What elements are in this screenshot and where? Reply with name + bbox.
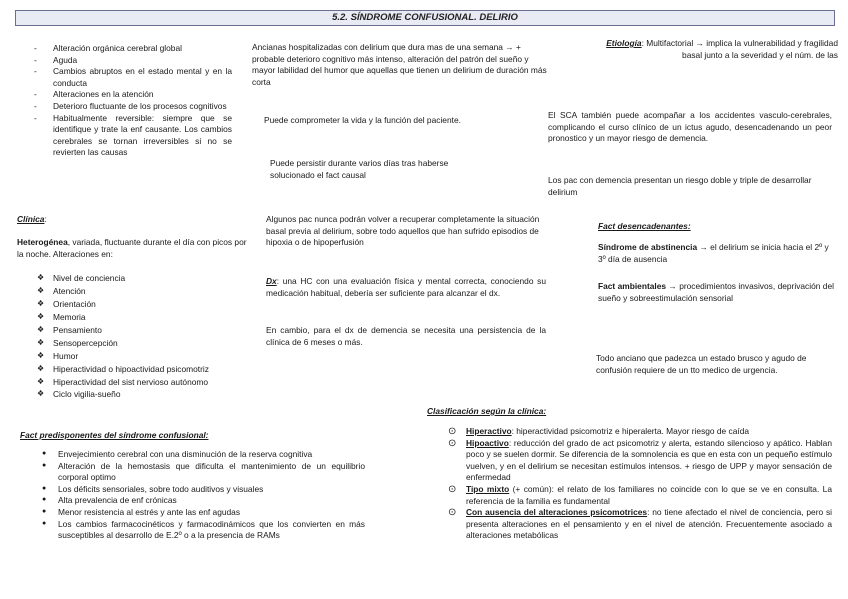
ambientales-label: Fact ambientales: [598, 281, 667, 291]
recovery-note: Algunos pac nunca podrán volver a recuperar completamente la situación basal previa al delirium, sobre todo aquellos que han sufrido episodios de hipoxia o de hipoperfusión: [266, 214, 540, 248]
list-item: ❖ Sensopercepción: [37, 337, 257, 350]
desencadenantes-heading: Fact desencadenantes:: [598, 221, 691, 231]
list-item: - Cambios abruptos en el estado mental y en la conducta: [32, 66, 232, 89]
abstinencia-note: [598, 242, 838, 265]
type-text: : no tiene afectado el nivel de conciencia, pero si presenta alteraciones en el pensamiento y en el nivel de atención. Frecuentemente asociado a alteraciones metabólicas: [466, 507, 832, 541]
list-item: ❖ Memoria: [37, 311, 257, 324]
list-item: ● Los cambios farmacocinéticos y farmacodinámicos que los convierten en más susceptibles al desarrollo de E.2º o a la presencia de RAMs: [40, 519, 365, 542]
characteristics-list: [32, 43, 232, 159]
list-item: ● Menor resistencia al estrés y ante las enf agudas: [40, 507, 365, 519]
list-item: ❖ Nivel de conciencia: [37, 272, 257, 285]
list-item: ❖ Orientación: [37, 298, 257, 311]
list-item: [448, 507, 832, 542]
list-item: [448, 484, 832, 507]
clinica-heading-label: Clínica: [17, 214, 45, 224]
type-label: Con ausencia del alteraciones psicomotrices: [466, 507, 648, 518]
clinica-list: [37, 272, 257, 401]
abstinencia-text: → el delirium se inicia hacia el 2º y 3º día de ausencia: [598, 242, 829, 264]
ambientales-note: [598, 281, 834, 304]
list-item: ● Alteración de la hemostasis que dificulta el mantenimiento de un equilibrio corporal optimo: [40, 461, 365, 484]
page-title: 5.2. SÍNDROME CONFUSIONAL. DELIRIO: [15, 10, 835, 26]
list-item: ● Alta prevalencia de enf crónicas: [40, 495, 365, 507]
type-label: Tipo mixto: [466, 483, 510, 494]
hospitalized-note: Ancianas hospitalizadas con delirium que dura mas de una semana → + probable deterioro cognitivo más intenso, alteración del patrón del sueño y mayor labilidad del humor que aquellas que tienen un delirium de duración más corta: [252, 42, 547, 87]
list-item: - Alteración orgánica cerebral global: [32, 43, 232, 55]
list-item: ❖ Hiperactividad del sist nervioso autónomo: [37, 376, 257, 389]
list-item: [448, 426, 832, 438]
etiologia-text: : Multifactorial → implica la vulnerabilidad y fragilidad basal junto a la severidad y el núm. de las: [641, 38, 838, 60]
dementia-risk-note: Los pac con demencia presentan un riesgo doble y triple de desarrollar delirium: [548, 175, 812, 197]
sca-note: El SCA también puede acompañar a los accidentes vasculo-cerebrales, complicando el curso clínico de un ictus agudo, desencadenando un peor pronostico y un mayor riesgo de demencia.: [548, 110, 832, 144]
list-item: - Aguda: [32, 55, 232, 67]
predisponentes-list: [40, 449, 365, 542]
etiologia-label: Etiología: [606, 38, 642, 48]
dementia-dx-note: En cambio, para el dx de demencia se necesita una persistencia de la clínica de 6 meses o más.: [266, 325, 546, 347]
list-item: ❖ Hiperactividad o hipoactividad psicomotriz: [37, 363, 257, 376]
clasificacion-list: [448, 426, 832, 542]
clinica-intro-bold: Heterogénea: [17, 237, 68, 247]
clinica-heading: [17, 214, 47, 226]
ambientales-text: → procedimientos invasivos, deprivación del sueño y sobreestimulación sensorial: [598, 281, 834, 303]
clinica-intro-rest: , variada, fluctuante durante el día con picos por la noche. Alteraciones en:: [17, 237, 247, 259]
list-item: - Deterioro fluctuante de los procesos cognitivos: [32, 101, 232, 113]
dx-label: Dx: [266, 276, 277, 286]
compromise-note: Puede comprometer la vida y la función del paciente.: [264, 115, 461, 125]
clinica-heading-colon: :: [44, 214, 47, 224]
type-label: Hiperactivo: [466, 426, 512, 436]
clasificacion-heading: Clasificación según la clínica:: [427, 406, 547, 416]
abstinencia-label: Síndrome de abstinencia: [598, 242, 698, 252]
type-label: Hipoactivo: [466, 437, 509, 448]
list-item: [448, 438, 832, 484]
list-item: ❖ Ciclo vigilia-sueño: [37, 388, 257, 401]
list-item: - Habitualmente reversible: siempre que se identifique y trate la enf causante. Los cambios cerebrales se tornan irreversibles si no se revierten las causas: [32, 113, 232, 159]
persist-note: Puede persistir durante varios días tras haberse solucionado el fact causal: [270, 158, 449, 180]
list-item: ● Envejecimiento cerebral con una disminución de la reserva cognitiva: [40, 449, 365, 461]
list-item: ❖ Pensamiento: [37, 324, 257, 337]
urgency-note: Todo anciano que padezca un estado brusco y agudo de confusión requiere de un tto medico de urgencia.: [596, 353, 807, 375]
clinica-intro: [17, 237, 253, 260]
dx-note: [266, 276, 546, 299]
dx-text: : una HC con una evaluación física y mental correcta, conociendo su medicación habitual, debería ser suficiente para alcanzar el dx.: [266, 276, 546, 298]
predisponentes-heading: Fact predisponentes del síndrome confusional:: [20, 430, 209, 440]
list-item: ● Los déficits sensoriales, sobre todo auditivos y visuales: [40, 484, 365, 496]
list-item: - Alteraciones en la atención: [32, 89, 232, 101]
etiologia-note: [602, 38, 838, 61]
type-text: : reducción del grado de act psicomotriz y alerta, estando silencioso y apático. Hablan poco y se suelen dormir. Se diferencia de la somnolencia es que en esta con un pequeño estímulo vuelven, y en el delirium se necesitan estímulos intensos. + riesgo de UPP y mayor sensación de enfermedad: [466, 437, 832, 483]
list-item: ❖ Atención: [37, 285, 257, 298]
list-item: ❖ Humor: [37, 350, 257, 363]
type-text: : hiperactividad psicomotriz e hiperalerta. Mayor riesgo de caída: [511, 426, 750, 436]
type-text: (+ común): el relato de los familiares no coincide con lo que se ve en consulta. La referencia de la familia es fundamental: [466, 483, 832, 506]
